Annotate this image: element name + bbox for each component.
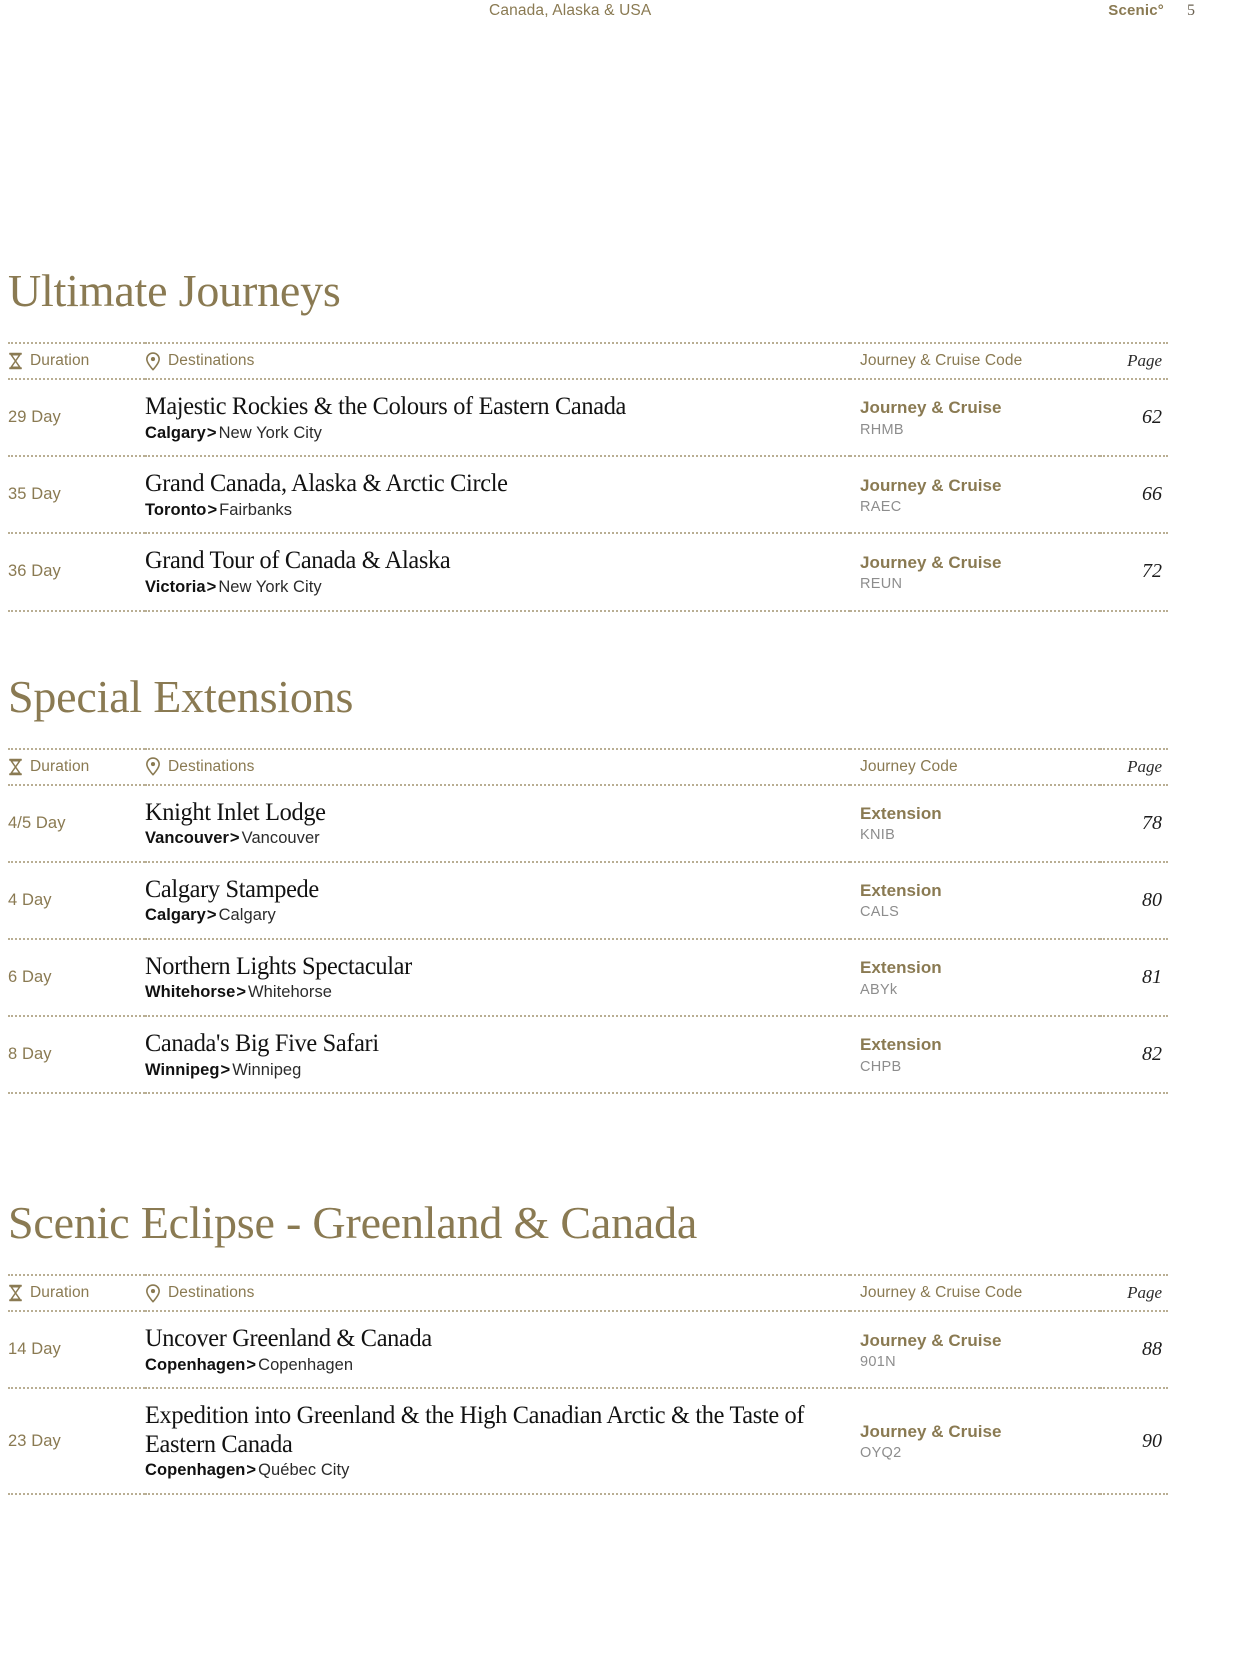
cell-page (1100, 785, 1168, 862)
journey-table-ultimate-journeys (8, 342, 1168, 612)
cell-code (850, 533, 1100, 610)
journey-name: Grand Tour of Canada & Alaska (145, 545, 451, 575)
column-header-duration (8, 749, 145, 785)
code-value: RHMB (860, 421, 904, 438)
column-header-destinations-label: Destinations (168, 352, 255, 369)
code-label: Extension (860, 1035, 942, 1055)
sections-container (8, 265, 1168, 1495)
table-header-row (8, 343, 1168, 379)
route-arrow-icon: > (220, 1060, 231, 1079)
journey-name: Calgary Stampede (145, 873, 319, 903)
route-arrow-icon: > (229, 829, 240, 848)
page-number: 66 (1142, 483, 1162, 506)
cell-page (1100, 379, 1168, 456)
route-arrow-icon: > (246, 1355, 257, 1374)
page-number: 78 (1142, 811, 1162, 834)
table-row (8, 785, 1168, 862)
column-header-destinations (145, 1275, 850, 1311)
duration-value: 6 Day (8, 967, 52, 986)
duration-header-cell (8, 1284, 145, 1302)
route-destination: Québec City (258, 1461, 350, 1480)
section-title-scenic-eclipse-greenland-canada: Scenic Eclipse - Greenland & Canada (8, 1197, 698, 1249)
journey-route (145, 500, 850, 521)
journey-table-special-extensions (8, 748, 1168, 1095)
page-header-cell: Page (1127, 1283, 1162, 1303)
route-origin: Toronto (145, 500, 207, 519)
column-header-code (850, 749, 1100, 785)
route-destination: Copenhagen (258, 1355, 354, 1374)
section-title-special-extensions: Special Extensions (8, 670, 354, 722)
route-arrow-icon: > (206, 423, 217, 442)
table-header-row (8, 1275, 1168, 1311)
column-header-code (850, 343, 1100, 379)
section-spacer (8, 612, 1168, 674)
code-wrapper (850, 880, 1100, 920)
cell-page (1100, 862, 1168, 939)
map-pin-icon (145, 1284, 161, 1303)
route-destination: Calgary (218, 906, 276, 925)
cell-duration (8, 785, 145, 862)
cell-code (850, 1388, 1100, 1494)
journey-name: Uncover Greenland & Canada (145, 1323, 432, 1353)
cell-duration (8, 1388, 145, 1494)
cell-code (850, 862, 1100, 939)
section-ultimate-journeys (8, 265, 1168, 612)
cell-page (1100, 456, 1168, 533)
page-number: 82 (1142, 1043, 1162, 1066)
page-number: 88 (1142, 1338, 1162, 1361)
column-header-destinations (145, 749, 850, 785)
page-content (8, 0, 1168, 1495)
cell-page (1100, 1016, 1168, 1093)
page-number: 62 (1142, 406, 1162, 429)
route-destination: New York City (218, 577, 322, 596)
route-destination: Whitehorse (248, 983, 332, 1002)
title-table-spacer (8, 314, 1168, 342)
route-arrow-icon: > (206, 577, 217, 596)
journey-route (145, 423, 850, 444)
column-header-duration-label: Duration (30, 1284, 90, 1302)
table-row (8, 862, 1168, 939)
section-special-extensions (8, 670, 1168, 1095)
cell-duration (8, 862, 145, 939)
column-header-destinations (145, 343, 850, 379)
code-wrapper (850, 552, 1100, 592)
destinations-header-cell (145, 352, 850, 371)
cell-duration (8, 456, 145, 533)
page-number: 81 (1142, 965, 1162, 988)
hourglass-icon (8, 1284, 23, 1302)
route-origin: Winnipeg (145, 1060, 220, 1079)
duration-value: 4 Day (8, 890, 52, 909)
route-destination: New York City (218, 423, 322, 442)
page-number: 90 (1142, 1429, 1162, 1452)
code-wrapper (850, 1421, 1100, 1461)
code-header-cell: Journey & Cruise Code (860, 1284, 1023, 1302)
cell-code (850, 1016, 1100, 1093)
cell-code (850, 785, 1100, 862)
column-header-destinations-label: Destinations (168, 757, 255, 775)
page-number: 72 (1142, 560, 1162, 583)
route-origin: Whitehorse (145, 983, 236, 1002)
duration-header-cell (8, 352, 145, 370)
code-value: OYQ2 (860, 1445, 902, 1462)
journey-name: Majestic Rockies & the Colours of Eastern Canada (145, 391, 627, 420)
title-table-spacer (8, 1246, 1168, 1274)
table-row (8, 456, 1168, 533)
code-value: 901N (860, 1353, 896, 1370)
code-wrapper (850, 803, 1100, 843)
cell-duration (8, 533, 145, 610)
duration-value: 36 Day (8, 562, 61, 581)
duration-value: 8 Day (8, 1045, 52, 1064)
journey-route (145, 905, 850, 926)
hourglass-icon (8, 352, 23, 370)
section-spacer (8, 1094, 1168, 1200)
route-origin: Vancouver (145, 829, 229, 848)
journey-name: Grand Canada, Alaska & Arctic Circle (145, 468, 508, 498)
cell-page (1100, 1388, 1168, 1494)
code-label: Journey & Cruise (860, 398, 1002, 418)
map-pin-icon (145, 757, 161, 776)
top-spacer (8, 0, 1168, 268)
cell-destinations (145, 939, 850, 1016)
route-arrow-icon: > (246, 1461, 257, 1480)
table-row (8, 1311, 1168, 1388)
code-label: Journey & Cruise (860, 552, 1002, 572)
journey-route (145, 982, 850, 1003)
cell-page (1100, 939, 1168, 1016)
table-row (8, 1016, 1168, 1093)
duration-value: 14 Day (8, 1340, 61, 1359)
route-destination: Fairbanks (219, 500, 293, 519)
cell-destinations (145, 456, 850, 533)
destinations-header-cell (145, 757, 850, 776)
column-header-destinations-label: Destinations (168, 1284, 255, 1302)
table-row (8, 533, 1168, 610)
folio-page-number: 5 (1187, 2, 1195, 19)
duration-value: 29 Day (8, 408, 61, 427)
duration-header-cell (8, 758, 145, 776)
code-wrapper (850, 397, 1100, 437)
title-table-spacer (8, 720, 1168, 748)
column-header-duration-label: Duration (30, 352, 90, 369)
route-origin: Victoria (145, 577, 206, 596)
journey-route (145, 577, 850, 598)
journey-name: Canada's Big Five Safari (145, 1028, 379, 1058)
cell-destinations (145, 1016, 850, 1093)
page-header-cell: Page (1127, 756, 1162, 776)
duration-value: 23 Day (8, 1431, 61, 1450)
column-header-duration (8, 1275, 145, 1311)
route-origin: Copenhagen (145, 1355, 246, 1374)
column-header-duration-label: Duration (30, 757, 90, 775)
cell-page (1100, 533, 1168, 610)
code-value: CALS (860, 904, 900, 921)
brand-logo: Scenic° (1108, 2, 1164, 19)
cell-duration (8, 379, 145, 456)
cell-code (850, 379, 1100, 456)
code-label: Journey & Cruise (860, 1422, 1002, 1442)
cell-destinations (145, 379, 850, 456)
cell-destinations (145, 862, 850, 939)
column-header-page (1100, 749, 1168, 785)
table-header-row (8, 749, 1168, 785)
code-value: RAEC (860, 498, 902, 515)
section-scenic-eclipse-greenland-canada (8, 1197, 1168, 1495)
code-label: Journey & Cruise (860, 475, 1002, 495)
route-arrow-icon: > (207, 500, 218, 519)
page-header-cell: Page (1127, 351, 1162, 370)
code-wrapper (850, 1330, 1100, 1370)
journey-name: Northern Lights Spectacular (145, 950, 412, 980)
cell-duration (8, 939, 145, 1016)
hourglass-icon (8, 758, 23, 776)
journey-route (145, 828, 850, 849)
route-origin: Calgary (145, 423, 206, 442)
code-header-cell: Journey Code (860, 757, 958, 775)
cell-code (850, 1311, 1100, 1388)
journey-route (145, 1460, 850, 1481)
route-destination: Winnipeg (232, 1060, 302, 1079)
route-arrow-icon: > (236, 983, 247, 1002)
table-row (8, 1388, 1168, 1494)
code-value: KNIB (860, 827, 896, 844)
table-row (8, 939, 1168, 1016)
running-header-title: Canada, Alaska & USA (489, 2, 652, 19)
route-origin: Copenhagen (145, 1461, 246, 1480)
route-destination: Vancouver (241, 829, 320, 848)
code-header-cell: Journey & Cruise Code (860, 352, 1023, 369)
route-arrow-icon: > (206, 906, 217, 925)
code-value: REUN (860, 576, 903, 593)
cell-code (850, 939, 1100, 1016)
code-label: Extension (860, 803, 942, 823)
route-origin: Calgary (145, 906, 206, 925)
code-value: ABYk (860, 981, 898, 998)
cell-destinations (145, 533, 850, 610)
cell-page (1100, 1311, 1168, 1388)
journey-name: Expedition into Greenland & the High Canadian Arctic & the Taste of Eastern Canada (145, 1400, 805, 1458)
code-wrapper (850, 957, 1100, 997)
page-number: 80 (1142, 888, 1162, 911)
code-label: Journey & Cruise (860, 1330, 1002, 1350)
column-header-page (1100, 1275, 1168, 1311)
map-pin-icon (145, 352, 161, 371)
code-wrapper (850, 475, 1100, 515)
cell-destinations (145, 1388, 850, 1494)
duration-value: 35 Day (8, 485, 61, 504)
cell-duration (8, 1311, 145, 1388)
duration-value: 4/5 Day (8, 813, 66, 832)
section-title-ultimate-journeys: Ultimate Journeys (8, 265, 341, 316)
journey-table-scenic-eclipse-greenland-canada (8, 1274, 1168, 1495)
journey-name: Knight Inlet Lodge (145, 796, 326, 826)
column-header-duration (8, 343, 145, 379)
cell-code (850, 456, 1100, 533)
code-label: Extension (860, 958, 942, 978)
cell-duration (8, 1016, 145, 1093)
column-header-page (1100, 343, 1168, 379)
journey-route (145, 1355, 850, 1376)
table-row (8, 379, 1168, 456)
cell-destinations (145, 785, 850, 862)
cell-destinations (145, 1311, 850, 1388)
column-header-code (850, 1275, 1100, 1311)
journey-route (145, 1060, 850, 1081)
code-wrapper (850, 1034, 1100, 1074)
code-label: Extension (860, 881, 942, 901)
code-value: CHPB (860, 1058, 902, 1075)
destinations-header-cell (145, 1284, 850, 1303)
